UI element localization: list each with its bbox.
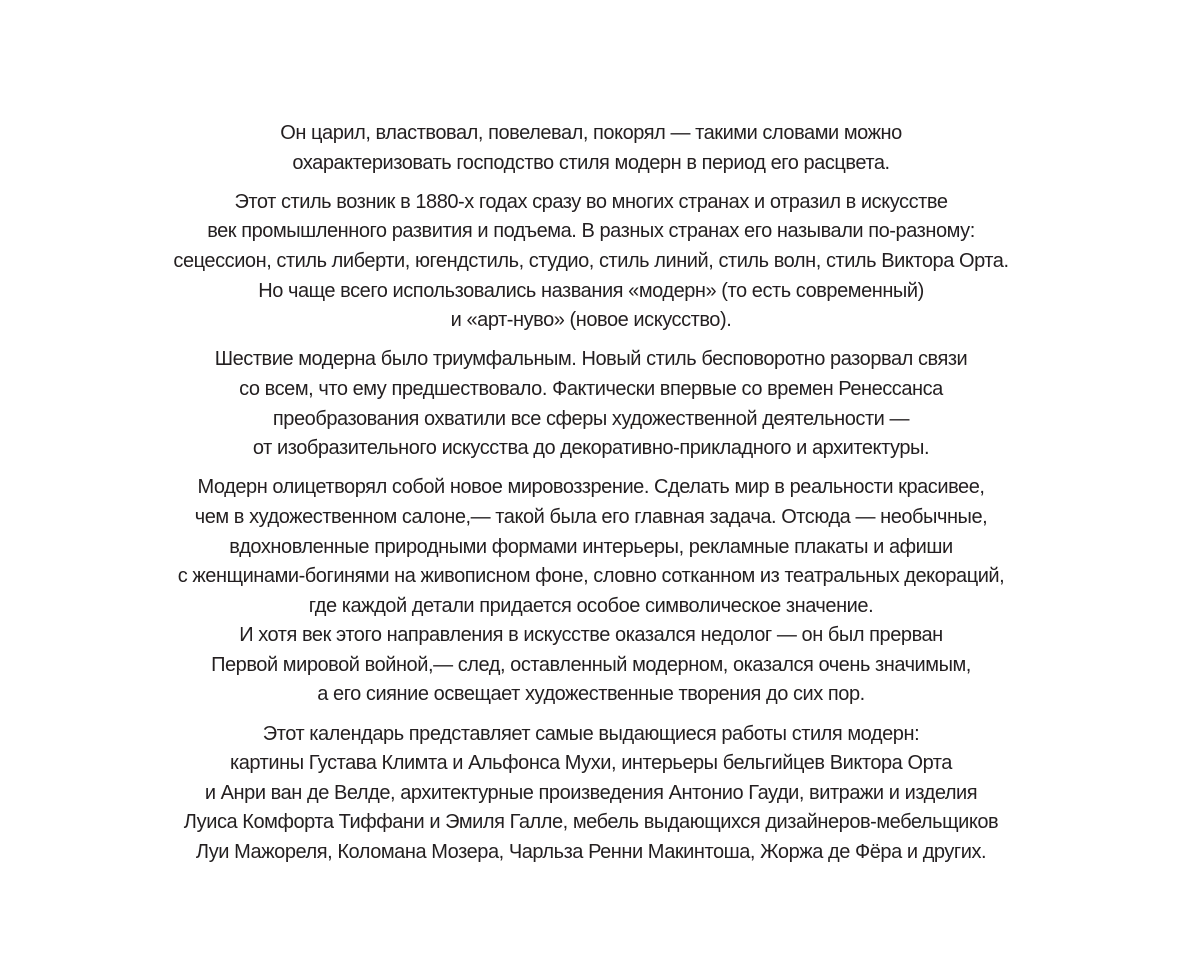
text-line: Этот календарь представляет самые выдающиеся работы стиля модерн: <box>262 722 920 745</box>
text-line: охарактеризовать господство стиля модерн в период его расцвета. <box>292 151 890 174</box>
text-line: век промышленного развития и подъема. В разных странах его называли по-разному: <box>207 220 975 243</box>
text-line: Этот стиль возник в 1880-х годах сразу во многих странах и отразил в искусстве <box>234 190 948 213</box>
text-line: и Анри ван де Велде, архитектурные произведения Антонио Гауди, витражи и изделия <box>204 781 978 804</box>
text-line: преобразования охватили все сферы художественной деятельности — <box>272 407 910 430</box>
text-line: чем в художественном салоне,— такой была его главная задача. Отсюда — необычные, <box>194 505 988 528</box>
text-line: Луи Мажореля, Коломана Мозера, Чарльза Ренни Макинтоша, Жоржа де Фёра и других. <box>195 841 987 864</box>
text-line: вдохновленные природными формами интерьеры, рекламные плакаты и афиши <box>229 535 953 558</box>
text-line: Луиса Комфорта Тиффани и Эмиля Галле, мебель выдающихся дизайнеров-мебельщиков <box>183 811 999 834</box>
text-line: Первой мировой войной,— след, оставленный модерном, оказался очень значимым, <box>211 653 971 676</box>
text-line: картины Густава Климта и Альфонса Мухи, интерьеры бельгийцев Виктора Орта <box>230 752 952 775</box>
paragraph-3 <box>0 345 1182 463</box>
body-text <box>0 119 1182 877</box>
paragraph-4 <box>0 473 1182 710</box>
paragraph-2 <box>0 188 1182 336</box>
paragraph-5 <box>0 720 1182 868</box>
text-line: Он царил, властвовал, повелевал, покорял — такими словами можно <box>280 122 902 144</box>
text-line: И хотя век этого направления в искусстве оказался недолог — он был прерван <box>239 624 943 647</box>
text-line: Шествие модерна было триумфальным. Новый стиль бесповоротно разорвал связи <box>214 348 968 371</box>
text-line: а его сияние освещает художественные творения до сих пор. <box>317 683 865 706</box>
text-line: со всем, что ему предшествовало. Фактически впервые со времен Ренессанса <box>239 377 943 400</box>
text-line: Но чаще всего использовались названия «модерн» (то есть современный) <box>258 279 924 302</box>
text-line: от изобразительного искусства до декоративно-прикладного и архитектуры. <box>252 437 930 460</box>
text-line: и «арт-нуво» (новое искусство). <box>450 309 732 332</box>
paragraph-1 <box>0 119 1182 178</box>
text-line: Модерн олицетворял собой новое мировоззрение. Сделать мир в реальности красивее, <box>197 476 985 499</box>
text-line: сецессион, стиль либерти, югендстиль, студио, стиль линий, стиль волн, стиль Виктора Орта. <box>173 249 1009 272</box>
text-line: с женщинами-богинями на живописном фоне, словно сотканном из театральных декораций, <box>177 565 1005 588</box>
text-line: где каждой детали придается особое символическое значение. <box>308 594 874 617</box>
